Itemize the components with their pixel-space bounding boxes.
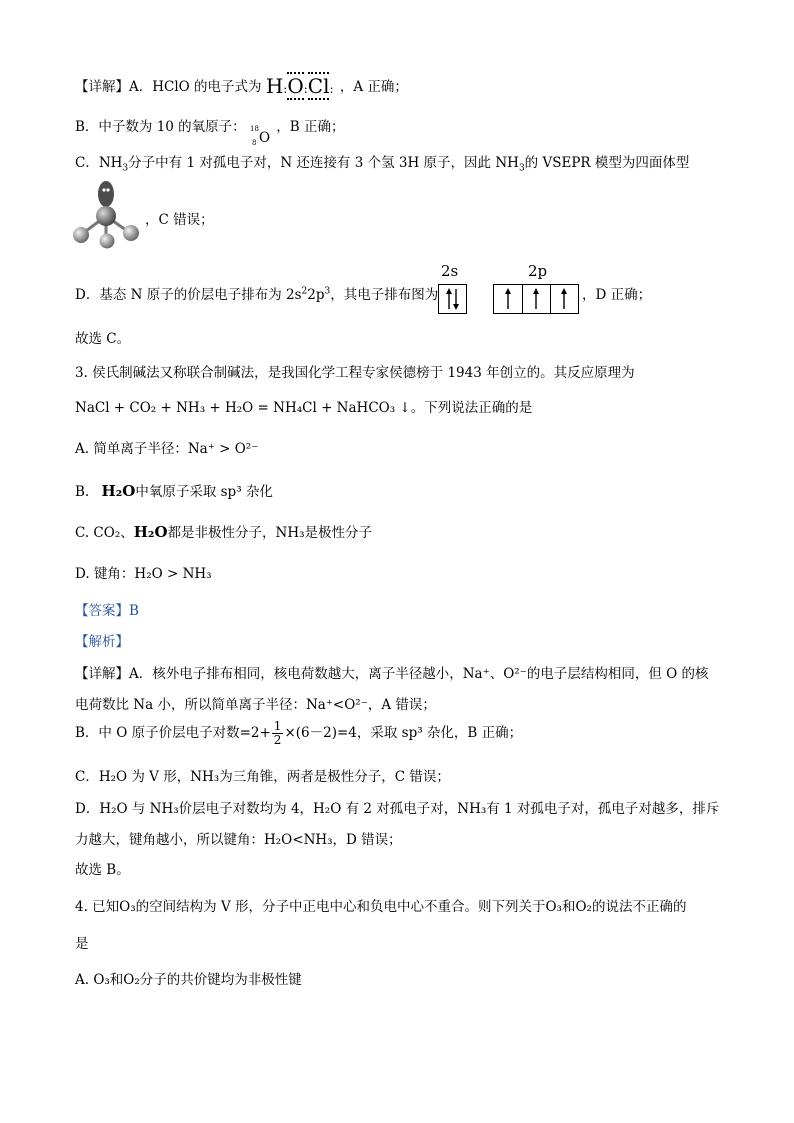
orbital-2p-label: 2p [528, 262, 548, 280]
q3-detail-line-3: B．中 O 原子价层电子对数=2+ $\frac{1}{2}$ ×(6－2)=4，采取 sp³ 杂化，B 正确； [75, 719, 523, 747]
q3-option-B: B. H₂O中氧原子采取 sp³ 杂化 [75, 482, 273, 500]
q3-option-C: C. CO₂、H₂O都是非极性分子，NH₃是极性分子 [75, 523, 373, 541]
up-arrow-icon [522, 285, 550, 313]
orbital-2s-box [438, 284, 467, 314]
paired-electron-arrows-icon [439, 285, 466, 313]
q3-stem-line-2: NaCl + CO₂ + NH₃ + H₂O = NH₄Cl + NaHCO₃ ↓。下列说法正确的是 [75, 400, 533, 416]
h-atom-right [123, 225, 139, 241]
q2-detail-C-after-image: ，C 错误； [145, 212, 214, 228]
q2-conclusion: 故选 C。 [75, 331, 131, 347]
q3-detail-line-2: 电荷数比 Na 小，所以简单离子半径：Na⁺<O²⁻，A 错误； [75, 697, 436, 713]
q3-detail-line-6: 力越大，键角越小，所以键角：H₂O<NH₃，D 错误； [75, 832, 402, 848]
hclo-electron-formula: H:O:Cl: [265, 74, 334, 98]
q2-detail-D: D．基态 N 原子的价层电子排布为 $2s^22p^3$，其电子排布图为 [75, 286, 439, 303]
q3-answer: 【答案】B [75, 603, 139, 619]
orbital-2s-label: 2s [441, 262, 459, 280]
orbital-2p-box [493, 284, 579, 314]
up-arrow-icon [494, 285, 522, 313]
up-arrow-icon [550, 285, 578, 313]
q3-option-D: D. 键角：H₂O > NH₃ [75, 566, 212, 582]
h-atom-left [73, 227, 89, 243]
q3-stem-line-1: 3. 侯氏制碱法又称联合制碱法，是我国化学工程专家侯德榜于 1943 年创立的。其反应原理为 [75, 365, 635, 381]
q2-detail-A: 【详解】A．HClO 的电子式为 H:O:Cl: ，A 正确； [75, 74, 408, 98]
q3-detail-line-1: 【详解】A．核外电子排布相同，核电荷数越大，离子半径越小，Na⁺、O²⁻的电子层结构相同，但 O 的核 [75, 666, 709, 682]
q3-detail-line-5: D．H₂O 与 NH₃价层电子对数均为 4，H₂O 有 2 对孤电子对，NH₃有 1 对孤电子对，孤电子对越多，排斥 [75, 801, 720, 817]
q3-equation: NaCl + CO₂ + NH₃ + H₂O = NH₄Cl + NaHCO₃ ↓ [75, 400, 411, 416]
q3-option-A: A. 简单离子半径：Na⁺ > O²⁻ [75, 441, 259, 457]
q3-detail-line-4: C．H₂O 为 V 形，NH₃为三角锥，两者是极性分子，C 错误； [75, 769, 450, 785]
q3-conclusion: 故选 B。 [75, 862, 130, 878]
h-atom-middle [100, 234, 115, 249]
vsepr-tetrahedral-model-image [70, 178, 142, 250]
q3-analysis-heading: 【解析】 [75, 634, 129, 650]
fraction-one-half: $\frac{1}{2}$ [273, 719, 282, 747]
q4-option-A: A. O₃和O₂分子的共价键均为非极性键 [75, 972, 302, 988]
q2-detail-B: B．中子数为 10 的氧原子： 18 8 O ，B 正确； [75, 119, 345, 147]
q2-detail-C: C．$NH_3$分子中有 1 对孤电子对，N 还连接有 3 个氢 3H 原子，因此 $NH_3$的 VSEPR 模型为四面体型 [75, 155, 690, 174]
q4-stem-line-1: 4. 已知O₃的空间结构为 V 形，分子中正电中心和负电中心不重合。则下列关于O₃和O₂的说法不正确的 [75, 899, 687, 915]
q2-detail-D-suffix: ，D 正确； [582, 287, 652, 303]
central-atom [96, 206, 116, 226]
lone-pair-lobe [98, 181, 114, 207]
q4-stem-line-2: 是 [75, 936, 89, 952]
